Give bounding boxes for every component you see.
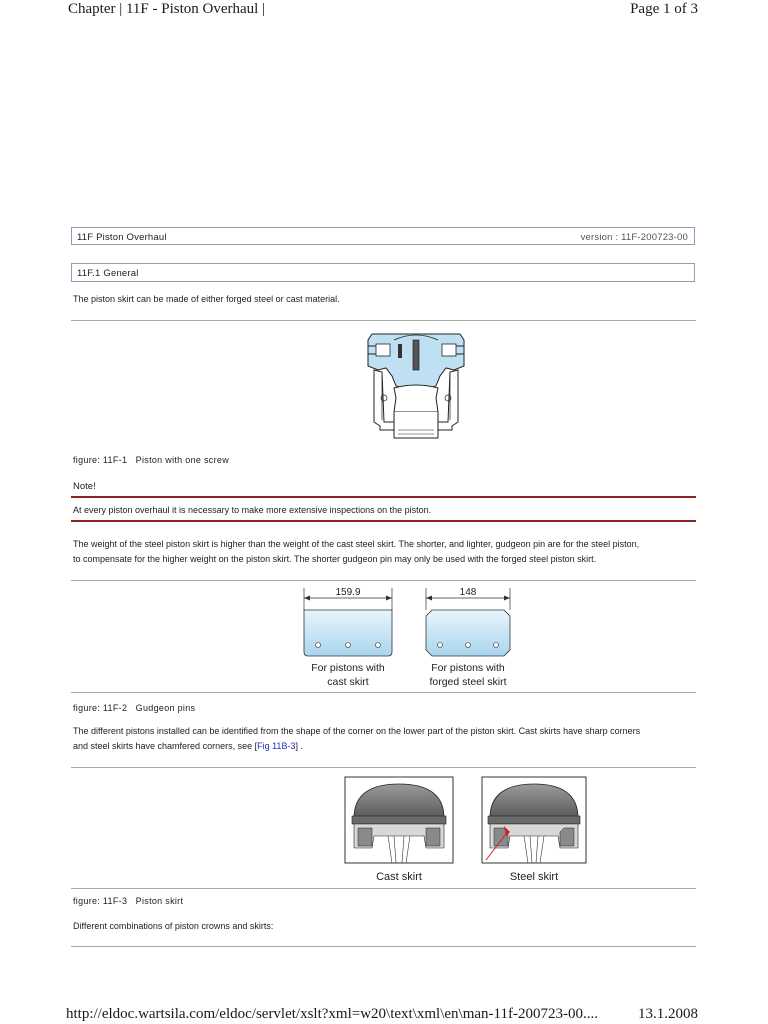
paragraph-piston-skirt-material: The piston skirt can be made of either forged steel or cast material.: [73, 294, 340, 304]
paragraph-gudgeon-pin-weight-line-2: to compensate for the higher weight on the piston skirt. The shorter gudgeon pin may only be used with the forged steel piston skirt.: [73, 554, 597, 564]
footer-date: 13.1.2008: [638, 1006, 698, 1022]
paragraph-skirt-identification-line-2: and steel skirts have chamfered corners, see [Fig 11B-3] .: [73, 741, 303, 751]
steel-skirt-label: Steel skirt: [509, 871, 559, 883]
figure-3-caption-text: Piston skirt: [135, 896, 184, 906]
note-text: At every piston overhaul it is necessary to make more extensive inspections on the piston.: [73, 505, 432, 515]
figure-1-caption-text: Piston with one screw: [135, 455, 230, 465]
figure-1-caption-label: figure: 11F-1: [73, 455, 128, 465]
pin-length-steel: 148: [459, 587, 477, 598]
figure-2-caption-text: Gudgeon pins: [135, 703, 196, 713]
figure-1-caption: [73, 455, 229, 465]
piston-cross-section-figure: [358, 326, 474, 444]
figure-reference-link[interactable]: Fig 11B-3: [257, 741, 296, 751]
pin-length-cast: 159.9: [335, 587, 361, 598]
figure-3-caption-label: figure: 11F-3: [73, 896, 128, 906]
page-number: Page 1 of 3: [630, 1, 698, 17]
section-heading: 11F.1 General: [77, 268, 139, 279]
document-title: 11F Piston Overhaul: [77, 232, 167, 243]
cast-skirt-label: Cast skirt: [376, 871, 422, 883]
divider: [71, 888, 696, 889]
gudgeon-pins-figure: [296, 584, 520, 694]
divider: [71, 580, 696, 581]
pin-label-steel-line-2: forged steel skirt: [429, 676, 507, 688]
note-rule-bottom: [71, 520, 696, 522]
paragraph-gudgeon-pin-weight: [73, 537, 699, 567]
document-version: version : 11F-200723-00: [580, 232, 688, 243]
pin-label-cast-line-2: cast skirt: [327, 676, 369, 688]
pin-label-steel-line-1: For pistons with: [431, 662, 505, 674]
piston-skirt-figure: [344, 776, 588, 886]
page-header-title: Chapter | 11F - Piston Overhaul |: [68, 1, 266, 17]
paragraph-skirt-identification: [73, 724, 699, 754]
paragraph-skirt-identification-line-1: The different pistons installed can be identified from the shape of the corner on the lower part of the piston skirt. Cast skirts have sharp corners: [73, 726, 641, 736]
divider: [71, 946, 696, 947]
note-rule-top: [71, 496, 696, 498]
section-heading-box: [71, 263, 695, 282]
note-title: Note!: [73, 481, 96, 492]
divider: [71, 320, 696, 321]
footer-url: http://eldoc.wartsila.com/eldoc/servlet/xslt?xml=w20\text\xml\en\man-11f-200723-00....: [66, 1006, 598, 1022]
pin-label-cast-line-1: For pistons with: [311, 662, 385, 674]
divider: [71, 767, 696, 768]
figure-2-caption-label: figure: 11F-2: [73, 703, 128, 713]
figure-2-caption: [73, 703, 195, 713]
paragraph-combinations: Different combinations of piston crowns and skirts:: [73, 921, 274, 931]
divider: [71, 692, 696, 693]
paragraph-gudgeon-pin-weight-line-1: The weight of the steel piston skirt is higher than the weight of the cast steel skirt. The shorter, and lighter, gudgeon pin are for the steel piston,: [73, 539, 640, 549]
document-title-box: [71, 227, 695, 245]
figure-3-caption: [73, 896, 183, 906]
